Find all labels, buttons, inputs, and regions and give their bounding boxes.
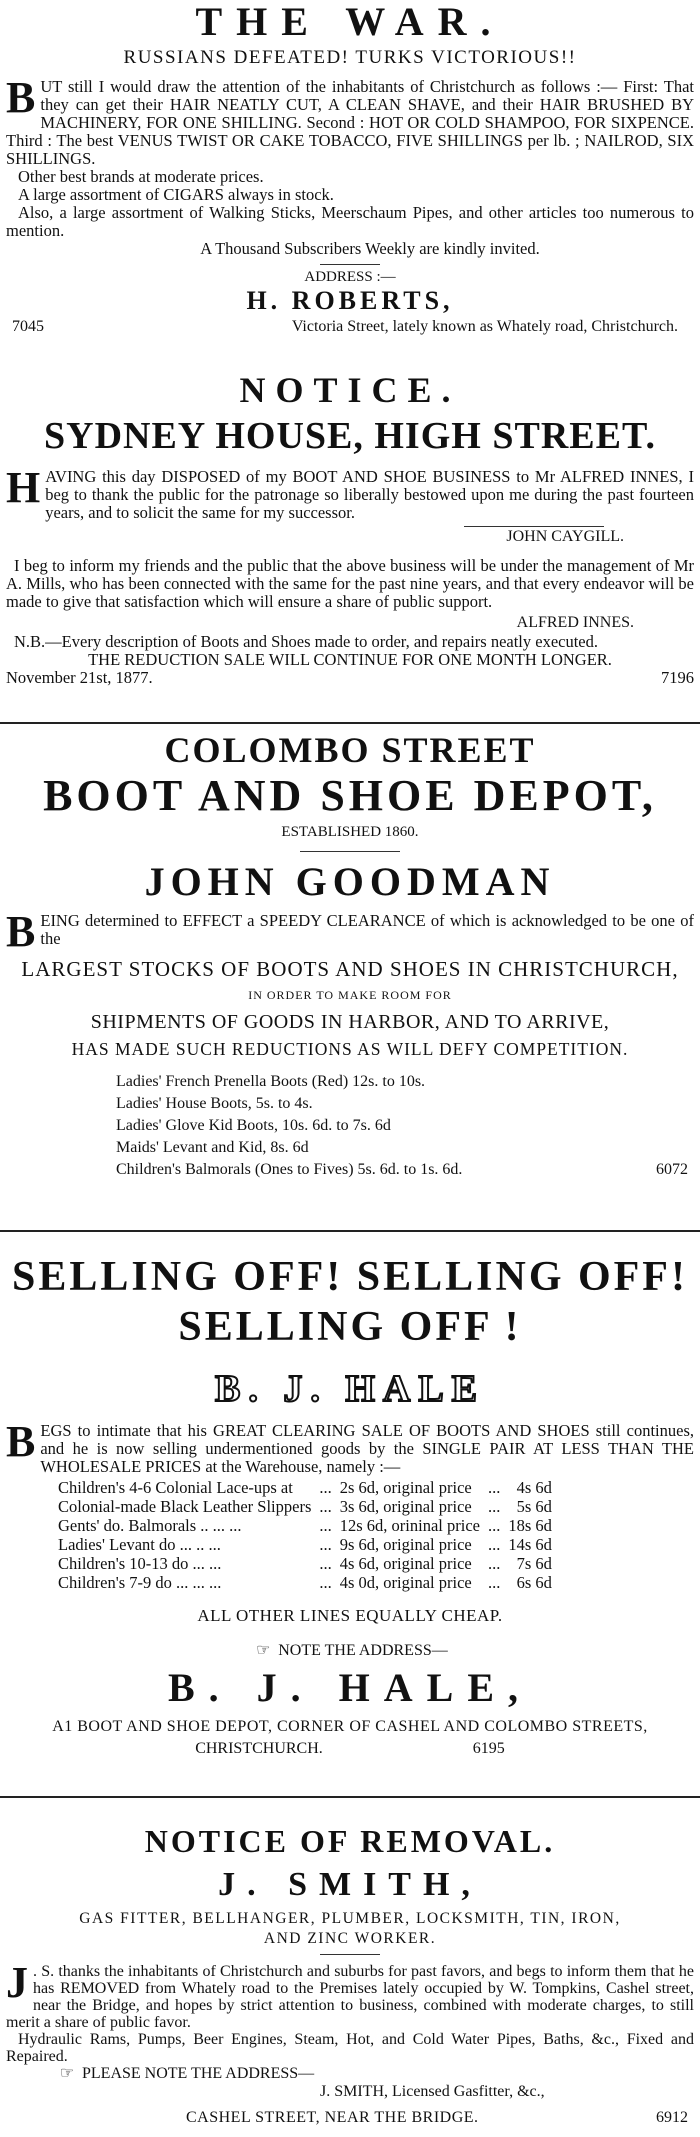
war-divider bbox=[320, 264, 380, 265]
notice-para2: I beg to inform my friends and the public that the above business will be under the management of Mr A. Mills, who has been connected with the same for the past nine years, and that every endeavor will be made to give that satisfaction which will ensure a share of public support. bbox=[6, 556, 694, 611]
notice-ref: 7196 bbox=[661, 668, 694, 687]
price-item: Children's 4-6 Colonial Lace-ups at bbox=[58, 1478, 293, 1497]
colombo-item: Ladies' House Boots, 5s. to 4s. bbox=[116, 1095, 313, 1112]
notice-sale: THE REDUCTION SALE WILL CONTINUE FOR ONE MONTH LONGER. bbox=[88, 650, 612, 669]
war-para1: UT still I would draw the attention of the inhabitants of Christchurch as follows :— First: That they can get their HAIR NEATLY CUT, A CLEAN SHAVE, and their HAIR BRUSHED BY MACHINERY, FOR ONE SHILLING. Second : HOT OR COLD SHAMPOO, FOR SIXPENCE. Third : The best VENUS TWIST OR CAKE TOBACCO, FIVE SHILLINGS per lb. ; NAILROD, SIX SHILLINGS. bbox=[6, 77, 694, 168]
hale-ad bbox=[6, 1252, 694, 1758]
hale-logo: B. J. HALE bbox=[214, 1368, 486, 1410]
hale-dropcap: B bbox=[6, 1417, 36, 1466]
war-line4: Also, a large assortment of Walking Sticks, Meerschaum Pipes, and other articles too numerous to mention. bbox=[6, 203, 694, 240]
colombo-ad bbox=[6, 730, 694, 1181]
price-dots2: ... bbox=[487, 1573, 501, 1592]
price-now: 9s 6d, original price bbox=[339, 1535, 472, 1554]
war-line3: A large assortment of CIGARS always in stock. bbox=[18, 185, 334, 204]
hale-other: ALL OTHER LINES EQUALLY CHEAP. bbox=[197, 1606, 503, 1625]
removal-dropcap: J bbox=[6, 1958, 28, 2007]
notice-dropcap: H bbox=[6, 463, 41, 512]
price-orig: 14s 6d bbox=[508, 1535, 552, 1554]
price-item: Children's 10-13 do ... ... bbox=[58, 1554, 222, 1573]
colombo-line1: COLOMBO STREET bbox=[164, 730, 536, 770]
price-dots2: ... bbox=[487, 1478, 501, 1497]
war-footer bbox=[6, 318, 694, 336]
hale-address1: A1 BOOT AND SHOE DEPOT, CORNER OF CASHEL AND COLOMBO STREETS, bbox=[52, 1718, 648, 1735]
price-item: Ladies' Levant do ... .. ... bbox=[58, 1535, 221, 1554]
war-title: THE WAR. bbox=[195, 0, 505, 44]
war-line2: Other best brands at moderate prices. bbox=[18, 167, 264, 186]
price-dots2: ... bbox=[487, 1554, 501, 1573]
pointing-hand-icon: ☞ bbox=[59, 2065, 75, 2082]
divider-1 bbox=[0, 722, 700, 724]
hale-line2: SELLING OFF ! bbox=[178, 1304, 522, 1350]
hale-price-table bbox=[54, 1478, 556, 1592]
price-now: 3s 6d, original price bbox=[339, 1497, 472, 1516]
price-now: 12s 6d, orininal price bbox=[339, 1516, 480, 1535]
price-orig: 6s 6d bbox=[516, 1573, 552, 1592]
war-subtitle: RUSSIANS DEFEATED! TURKS VICTORIOUS!! bbox=[123, 47, 577, 68]
price-now: 2s 6d, original price bbox=[339, 1478, 472, 1497]
price-row bbox=[54, 1573, 556, 1592]
colombo-item: Ladies' Glove Kid Boots, 10s. 6d. to 7s. 6d bbox=[116, 1117, 391, 1134]
sydney-house-ad bbox=[6, 370, 694, 687]
price-row bbox=[54, 1554, 556, 1573]
removal-divider bbox=[320, 1954, 380, 1955]
removal-name: J. SMITH, bbox=[218, 1866, 482, 1903]
notice-footer bbox=[6, 669, 694, 687]
price-dots1: ... bbox=[319, 1554, 332, 1573]
hale-para1: EGS to intimate that his GREAT CLEARING SALE OF BOOTS AND SHOES still continues, and he is now selling undermentioned goods by the SINGLE PAIR AT LESS THAN THE WHOLESALE PRICES at the Warehouse, namely :— bbox=[40, 1421, 694, 1476]
removal-sig: J. SMITH, Licensed Gasfitter, &c., bbox=[320, 2083, 545, 2100]
colombo-dropcap: B bbox=[6, 907, 36, 956]
price-dots1: ... bbox=[319, 1535, 332, 1554]
removal-ref: 6912 bbox=[656, 2109, 688, 2126]
war-ref: 7045 bbox=[12, 318, 44, 335]
removal-body bbox=[6, 1958, 694, 2065]
removal-note: PLEASE NOTE THE ADDRESS— bbox=[82, 2065, 315, 2082]
colombo-divider bbox=[300, 851, 400, 852]
war-address-label: ADDRESS :— bbox=[304, 269, 396, 285]
colombo-largest: LARGEST STOCKS OF BOOTS AND SHOES IN CHRISTCHURCH, bbox=[21, 957, 679, 981]
price-dots1: ... bbox=[319, 1516, 332, 1535]
notice-title: NOTICE. bbox=[239, 370, 461, 410]
pointing-hand-icon: ☞ bbox=[256, 1642, 271, 1659]
colombo-ref: 6072 bbox=[656, 1161, 688, 1178]
removal-trades2: AND ZINC WORKER. bbox=[263, 1930, 437, 1947]
divider-3 bbox=[0, 1796, 700, 1798]
hale-body bbox=[6, 1417, 694, 1476]
price-item: Colonial-made Black Leather Slippers bbox=[58, 1497, 312, 1516]
war-ad bbox=[6, 0, 694, 336]
removal-para2: Hydraulic Rams, Pumps, Beer Engines, Steam, Hot, and Cold Water Pipes, Baths, &c., Fixed and Repaired. bbox=[6, 2031, 694, 2065]
price-dots1: ... bbox=[319, 1478, 332, 1497]
war-name: H. ROBERTS, bbox=[246, 286, 454, 315]
hale-note-row bbox=[6, 1640, 694, 1660]
notice-nb: N.B.—Every description of Boots and Shoes made to order, and repairs neatly executed. bbox=[14, 632, 599, 651]
price-now: 4s 0d, original price bbox=[339, 1573, 472, 1592]
notice-sig2: ALFRED INNES. bbox=[516, 614, 634, 631]
removal-trades1: GAS FITTER, BELLHANGER, PLUMBER, LOCKSMITH, TIN, IRON, bbox=[79, 1910, 621, 1927]
price-orig: 18s 6d bbox=[508, 1516, 552, 1535]
colombo-established: ESTABLISHED 1860. bbox=[281, 824, 419, 840]
price-dots1: ... bbox=[319, 1497, 332, 1516]
price-orig: 7s 6d bbox=[516, 1554, 552, 1573]
colombo-item: Children's Balmorals (Ones to Fives) 5s. 6d. to 1s. 6d. bbox=[116, 1161, 463, 1178]
price-dots2: ... bbox=[487, 1516, 501, 1535]
colombo-body bbox=[6, 907, 694, 956]
price-orig: 5s 6d bbox=[516, 1497, 552, 1516]
removal-note-row bbox=[6, 2065, 694, 2083]
colombo-item: Maids' Levant and Kid, 8s. 6d bbox=[116, 1139, 309, 1156]
price-orig: 4s 6d bbox=[516, 1478, 552, 1497]
colombo-items bbox=[6, 1071, 694, 1181]
hale-address2: CHRISTCHURCH. bbox=[195, 1740, 323, 1757]
notice-body bbox=[6, 463, 694, 522]
price-item: Children's 7-9 do ... ... ... bbox=[58, 1573, 222, 1592]
notice-date: November 21st, 1877. bbox=[6, 668, 153, 687]
removal-para1: . S. thanks the inhabitants of Christchurch and suburbs for past favors, and begs to inform them that he has REMOVED from Whately road to the Premises lately occupied by W. Tompkins, Cashel street, near the Bridge, and hopes by strict attention to business, combined with moderate charges, to still merit a share of public favor. bbox=[6, 1963, 694, 2031]
notice-headline: SYDNEY HOUSE, HIGH STREET. bbox=[44, 415, 656, 457]
war-line5: A Thousand Subscribers Weekly are kindly invited. bbox=[200, 239, 540, 258]
price-dots1: ... bbox=[319, 1573, 332, 1592]
hale-line1: SELLING OFF! SELLING OFF! bbox=[12, 1254, 688, 1300]
price-row bbox=[54, 1478, 556, 1497]
removal-address: CASHEL STREET, NEAR THE BRIDGE. bbox=[186, 2109, 479, 2126]
war-address: Victoria Street, lately known as Whately road, Christchurch. bbox=[291, 318, 678, 335]
price-row bbox=[54, 1497, 556, 1516]
removal-ad bbox=[6, 1822, 694, 2129]
price-now: 4s 6d, original price bbox=[339, 1554, 472, 1573]
colombo-reductions: HAS MADE SUCH REDUCTIONS AS WILL DEFY COMPETITION. bbox=[71, 1039, 629, 1059]
price-row bbox=[54, 1535, 556, 1554]
colombo-item: Ladies' French Prenella Boots (Red) 12s. to 10s. bbox=[116, 1073, 426, 1090]
removal-footer bbox=[6, 2107, 694, 2129]
price-dots2: ... bbox=[487, 1497, 501, 1516]
colombo-name: JOHN GOODMAN bbox=[144, 859, 556, 904]
price-dots2: ... bbox=[487, 1535, 501, 1554]
colombo-shipments: SHIPMENTS OF GOODS IN HARBOR, AND TO ARRIVE, bbox=[90, 1011, 610, 1033]
hale-name: B. J. HALE, bbox=[167, 1665, 533, 1710]
colombo-line2: BOOT AND SHOE DEPOT, bbox=[43, 771, 657, 820]
divider-2 bbox=[0, 1230, 700, 1232]
notice-para1: AVING this day DISPOSED of my BOOT AND SHOE BUSINESS to Mr ALFRED INNES, I beg to thank the public for the patronage so liberally bestowed upon me during the past fourteen years, and to solicit the same for my successor. bbox=[45, 467, 694, 522]
price-row bbox=[54, 1516, 556, 1535]
removal-title: NOTICE OF REMOVAL. bbox=[144, 1823, 556, 1859]
hale-note: NOTE THE ADDRESS— bbox=[278, 1642, 448, 1659]
colombo-inorder: IN ORDER TO MAKE ROOM FOR bbox=[248, 988, 452, 1002]
hale-footer bbox=[6, 1740, 694, 1758]
price-item: Gents' do. Balmorals .. ... ... bbox=[58, 1516, 242, 1535]
war-body bbox=[6, 73, 694, 258]
colombo-para1: EING determined to EFFECT a SPEEDY CLEARANCE of which is acknowledged to be one of the bbox=[40, 911, 694, 948]
notice-sig1: JOHN CAYGILL. bbox=[506, 528, 624, 545]
war-dropcap: B bbox=[6, 73, 36, 122]
hale-ref: 6195 bbox=[472, 1740, 505, 1757]
